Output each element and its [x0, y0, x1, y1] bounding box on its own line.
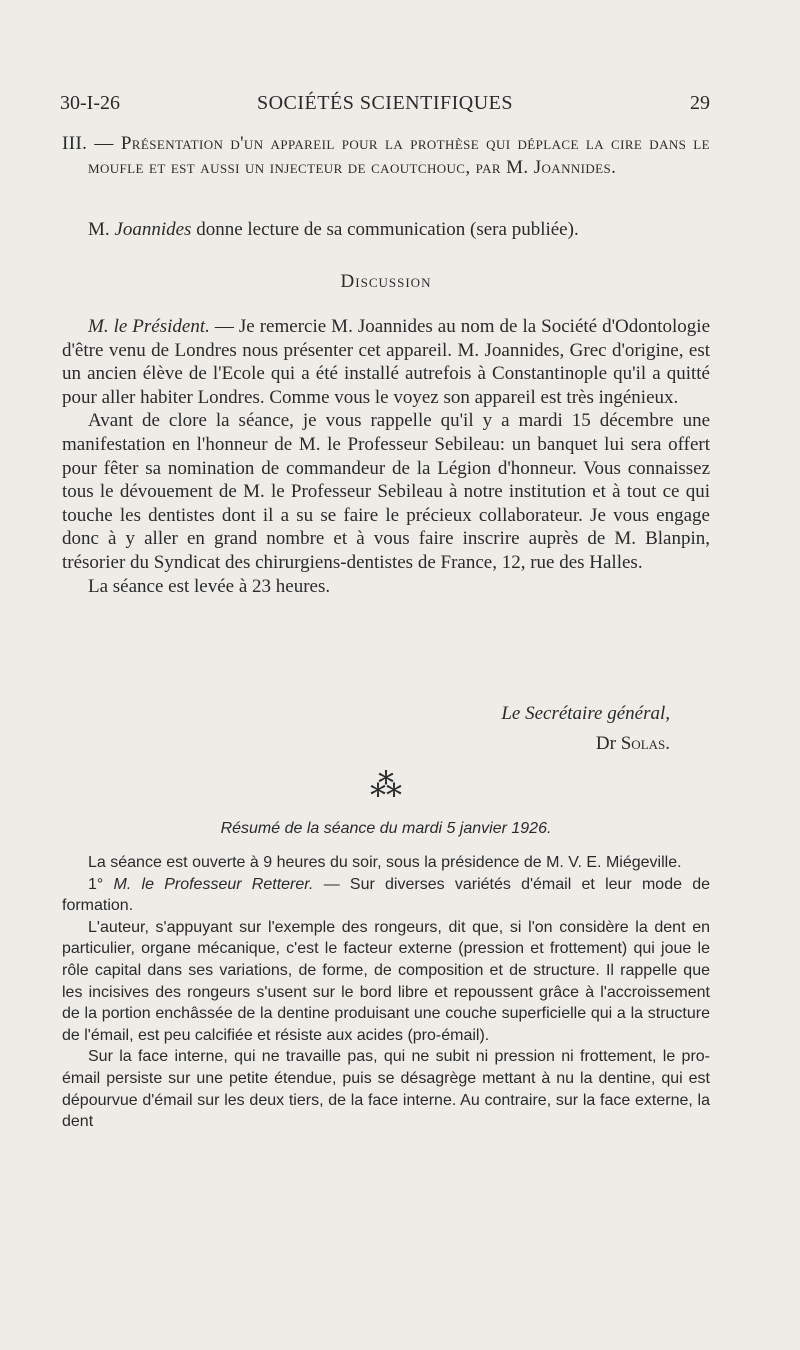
item-1-speaker: M. le Professeur Retterer. — [113, 875, 314, 893]
president-text: — Je remercie M. Joannides au nom de la Société d'Odontologie d'être venu de Londres nous présenter cet appareil. M. Joannides, Grec d'origine, est un ancien élève de l'Ecole qui a été installé autrefois à Constantinople qu'il a quitté pour aller habiter Londres. Comme vous le voyez son appareil est très ingénieux. — [62, 316, 711, 408]
item-3-text: Présentation d'un appareil pour la prothèse qui déplace la cire dans le moufle et est aussi un injecteur de caoutchouc, par M. Joannides. — [88, 133, 710, 178]
signature — [62, 702, 670, 755]
header-title: SOCIÉTÉS SCIENTIFIQUES — [256, 92, 513, 114]
running-header — [60, 92, 710, 122]
opening-paragraph: La séance est ouverte à 9 heures du soir, sous la présidence de M. V. E. Miégeville. — [88, 854, 682, 871]
resume-title: Résumé de la séance du mardi 5 janvier 1926. — [220, 820, 552, 837]
president-speaker: M. le Président. — [88, 316, 210, 337]
item-3-title — [62, 132, 710, 179]
reading-text: donne lecture de sa communication (sera publiée). — [196, 219, 579, 240]
resume-body — [62, 852, 710, 1133]
item-1-paragraph — [62, 874, 710, 917]
author-paragraph: L'auteur, s'appuyant sur l'exemple des rongeurs, dit que, si l'on considère la dent en particulier, organe mécanique, c'est le facteur externe (pression et frottement) qui joue le rôle capital dans ses variations, de forme, de composition et de structure. Il rappelle que les incisives des rongeurs s'usent sur le bord libre et repoussent grâce à l'accroissement de la portion enchâssée de la dentine produisant une couche superficielle qui a la structure de l'émail, est peu calcifiée et résiste aux acides (pro-émail). — [62, 918, 710, 1044]
item-1-number: 1° — [88, 875, 104, 893]
closing-line: La séance est levée à 23 heures. — [88, 575, 331, 597]
item-3-dash: — — [94, 133, 114, 154]
signature-title: Dr — [595, 732, 616, 754]
reading-paragraph — [62, 218, 710, 242]
signature-name: Solas. — [620, 732, 670, 754]
announcement-paragraph: Avant de clore la séance, je vous rappelle qu'il y a mardi 15 décembre une manifestation en l'honneur de M. le Professeur Sebileau: un banquet lui sera offert pour fêter sa nomination de commandeur de la Légion d'honneur. Vous connaissez tous le dévouement de M. le Professeur Sebileau à notre institution et à tout ce qui touche les dentistes dont il a su se faire le précieux collaborateur. Je vous engage donc à y aller en grand nombre et à vous faire inscrire auprès de M. Blanpin, trésorier du Syndicat des chirurgiens-dentistes de France, 12, rue des Halles. — [62, 410, 710, 573]
reading-name: Joannides — [114, 219, 192, 240]
president-paragraph — [62, 315, 710, 598]
signature-role: Le Secrétaire général, — [501, 703, 670, 724]
page-number: 29 — [690, 92, 710, 114]
reading-prefix: M. — [88, 219, 110, 240]
item-3-numeral: III. — [62, 133, 88, 154]
item-1-text: — Sur diverses variétés d'émail et leur mode de formation. — [62, 875, 711, 915]
discussion-heading: Discussion — [340, 271, 432, 292]
asterism: ⁂ — [370, 767, 402, 803]
internal-face-paragraph: Sur la face interne, qui ne travaille pas, qui ne subit ni pression ni frottement, le pro-émail persiste sur une petite étendue, puis se désagrège mettant à nu la dentine, qui est dépourvue d'émail sur les deux tiers, de la face interne. Au contraire, sur la face externe, la dent — [62, 1048, 710, 1131]
header-date: 30-I-26 — [60, 92, 120, 114]
